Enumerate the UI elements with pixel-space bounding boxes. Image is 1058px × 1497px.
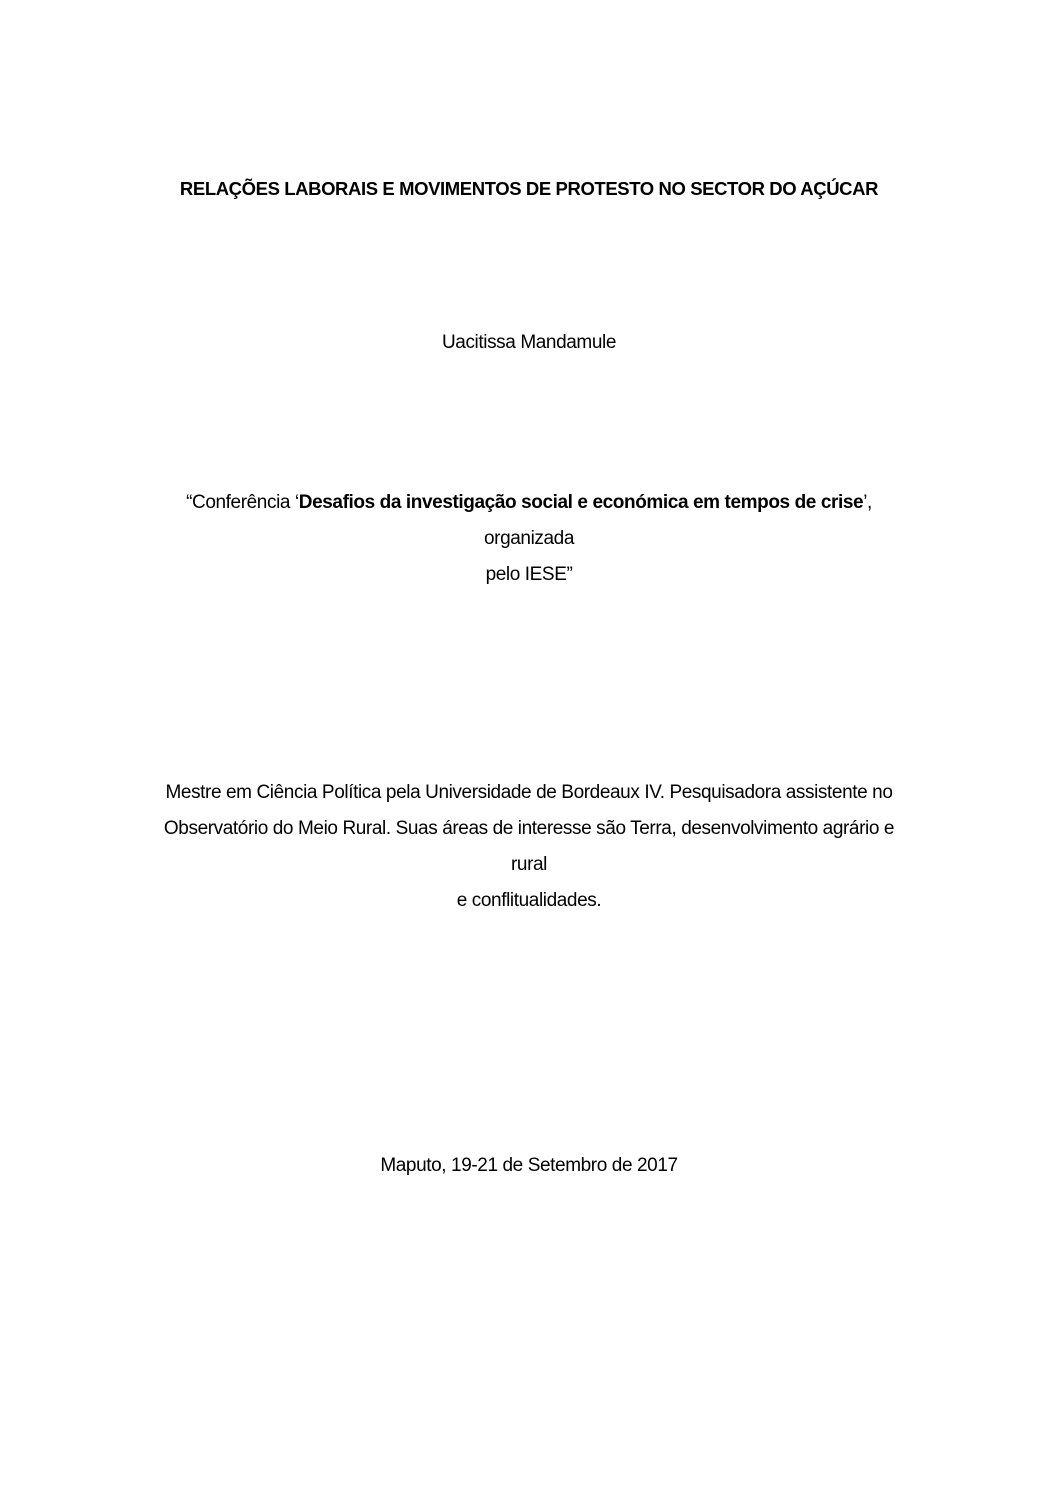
bio-line-2: Observatório do Meio Rural. Suas áreas de interesse são Terra, desenvolvimento agrário e rural — [163, 818, 895, 875]
conference-theme: Desafios da investigação social e económica em tempos de crise — [298, 492, 864, 513]
bio-line-3: e conflitualidades. — [456, 890, 602, 911]
author-name: Uacitissa Mandamule — [441, 332, 617, 353]
conference-statement — [0, 485, 1058, 593]
document-title: RELAÇÕES LABORAIS E MOVIMENTOS DE PROTESTO NO SECTOR DO AÇÚCAR — [179, 178, 879, 199]
conference-prefix: “Conferência ‘ — [186, 492, 299, 513]
conference-organizer: pelo IESE” — [485, 564, 573, 585]
place-and-date: Maputo, 19-21 de Setembro de 2017 — [380, 1155, 678, 1176]
bio-line-1: Mestre em Ciência Política pela Universidade de Bordeaux IV. Pesquisadora assistente no — [165, 782, 893, 803]
conference-suffix: ’, organizada — [483, 492, 872, 549]
author-bio — [0, 775, 1058, 919]
